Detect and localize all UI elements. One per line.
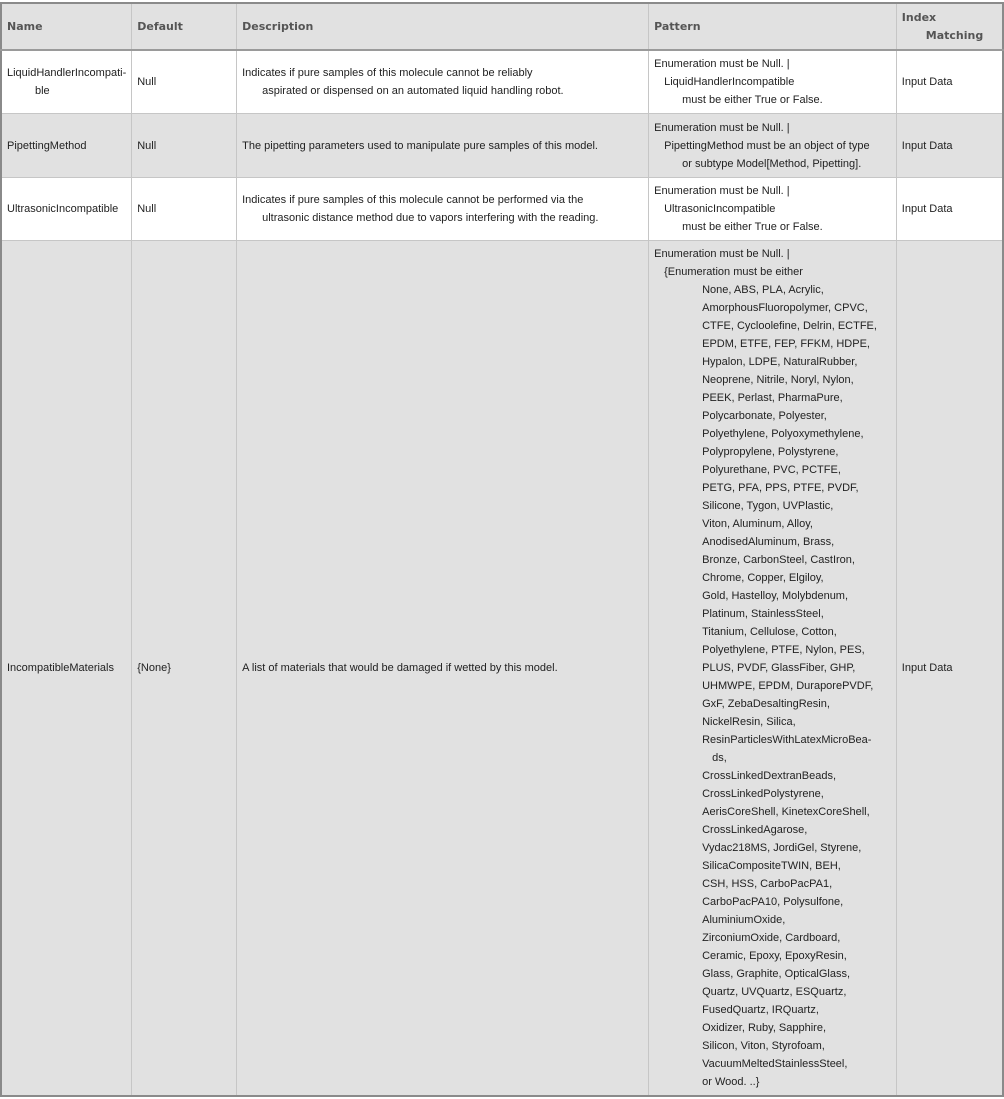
material-line: FusedQuartz, IRQuartz, <box>702 1004 819 1016</box>
material-line: Chrome, Copper, Elgiloy, <box>702 572 824 584</box>
table-row <box>1 241 1003 1097</box>
cell-default: Null <box>132 50 237 114</box>
material-line: Vydac218MS, JordiGel, Styrene, <box>702 842 862 854</box>
material-line: Polyethylene, Polyoxymethylene, <box>702 428 864 440</box>
cell-name: IncompatibleMaterials <box>1 241 132 1097</box>
pattern-line2: {Enumeration must be either <box>664 266 803 278</box>
cell-name: UltrasonicIncompatible <box>1 178 132 241</box>
material-line: Polyethylene, PTFE, Nylon, PES, <box>702 644 865 656</box>
material-line: AerisCoreShell, KinetexCoreShell, <box>702 806 870 818</box>
name-line1: LiquidHandlerIncompati- <box>7 67 127 79</box>
material-line: SilicaCompositeTWIN, BEH, <box>702 860 841 872</box>
pattern-line2: PipettingMethod must be an object of type <box>664 139 870 152</box>
pattern-line1: Enumeration must be Null. | <box>654 185 790 197</box>
material-line: PETG, PFA, PPS, PTFE, PVDF, <box>702 482 859 494</box>
pattern-line2: LiquidHandlerIncompatible <box>664 76 795 88</box>
material-line: Hypalon, LDPE, NaturalRubber, <box>702 356 858 368</box>
materials-list <box>654 281 891 1091</box>
material-line: Oxidizer, Ruby, Sapphire, <box>702 1022 827 1034</box>
pattern-line3: must be either True or False. <box>682 221 823 233</box>
pattern-line3: or subtype Model[Method, Pipetting]. <box>682 157 862 170</box>
cell-default: Null <box>132 114 237 178</box>
header-pattern: Pattern <box>649 3 897 50</box>
header-description: Description <box>237 3 649 50</box>
cell-description <box>237 178 649 241</box>
material-line: Titanium, Cellulose, Cotton, <box>702 626 837 638</box>
pattern-line2: UltrasonicIncompatible <box>664 203 776 215</box>
material-line: Polyurethane, PVC, PCTFE, <box>702 464 841 476</box>
name-line2: ble <box>35 85 50 97</box>
description-line1: Indicates if pure samples of this molecule cannot be reliably <box>242 67 533 79</box>
material-line: Neoprene, Nitrile, Noryl, Nylon, <box>702 374 854 386</box>
material-line: ZirconiumOxide, Cardboard, <box>702 932 841 944</box>
cell-description <box>237 50 649 114</box>
material-line: Viton, Aluminum, Alloy, <box>702 518 813 530</box>
cell-description: A list of materials that would be damaged if wetted by this model. <box>237 241 649 1097</box>
material-line: CSH, HSS, CarboPacPA1, <box>702 878 833 890</box>
material-line: or Wood. ..} <box>702 1076 760 1088</box>
material-line: Ceramic, Epoxy, EpoxyResin, <box>702 950 847 962</box>
material-line: CrossLinkedAgarose, <box>702 824 808 836</box>
material-line: NickelResin, Silica, <box>702 716 796 728</box>
description-line2: ultrasonic distance method due to vapors interfering with the reading. <box>262 212 599 224</box>
material-line: Polycarbonate, Polyester, <box>702 410 827 422</box>
cell-name <box>1 50 132 114</box>
cell-index-matching: Input Data <box>896 241 1003 1097</box>
cell-name: PipettingMethod <box>1 114 132 178</box>
cell-default: Null <box>132 178 237 241</box>
material-line: Polypropylene, Polystyrene, <box>702 446 839 458</box>
cell-index-matching: Input Data <box>896 114 1003 178</box>
cell-default: {None} <box>132 241 237 1097</box>
options-table <box>0 2 1004 1097</box>
material-line: ds, <box>712 752 727 764</box>
material-line: Silicone, Tygon, UVPlastic, <box>702 500 834 512</box>
header-index-matching <box>896 3 1003 50</box>
description-line2: aspirated or dispensed on an automated liquid handling robot. <box>262 85 564 97</box>
table-row <box>1 114 1003 178</box>
cell-pattern <box>649 241 897 1097</box>
material-line: Glass, Graphite, OpticalGlass, <box>702 968 851 980</box>
material-line: ResinParticlesWithLatexMicroBea- <box>702 734 872 746</box>
material-line: None, ABS, PLA, Acrylic, <box>702 284 824 296</box>
material-line: AmorphousFluoropolymer, CPVC, <box>702 302 868 314</box>
material-line: CrossLinkedDextranBeads, <box>702 770 837 782</box>
material-line: PLUS, PVDF, GlassFiber, GHP, <box>702 662 856 674</box>
material-line: CrossLinkedPolystyrene, <box>702 788 824 800</box>
description-line1: Indicates if pure samples of this molecule cannot be performed via the <box>242 194 584 206</box>
header-index-matching-line1: Index <box>901 10 937 24</box>
cell-index-matching: Input Data <box>896 178 1003 241</box>
pattern-line1: Enumeration must be Null. | <box>654 121 790 134</box>
header-default: Default <box>132 3 237 50</box>
material-line: CTFE, Cycloolefine, Delrin, ECTFE, <box>702 320 877 332</box>
pattern-line1: Enumeration must be Null. | <box>654 58 790 70</box>
table-row <box>1 178 1003 241</box>
pattern-line3: must be either True or False. <box>682 94 823 106</box>
material-line: Gold, Hastelloy, Molybdenum, <box>702 590 849 602</box>
material-line: GxF, ZebaDesaltingResin, <box>702 698 830 710</box>
header-name: Name <box>1 3 132 50</box>
material-line: UHMWPE, EPDM, DuraporePVDF, <box>702 680 874 692</box>
header-index-matching-line2: Matching <box>925 28 984 42</box>
material-line: Bronze, CarbonSteel, CastIron, <box>702 554 855 566</box>
table-row <box>1 50 1003 114</box>
material-line: Silicon, Viton, Styrofoam, <box>702 1040 825 1052</box>
material-line: VacuumMeltedStainlessSteel, <box>702 1058 848 1070</box>
cell-description: The pipetting parameters used to manipulate pure samples of this model. <box>237 114 649 178</box>
cell-pattern <box>649 50 897 114</box>
material-line: AluminiumOxide, <box>702 914 786 926</box>
pattern-line1: Enumeration must be Null. | <box>654 248 790 260</box>
header-row <box>1 3 1003 50</box>
material-line: Platinum, StainlessSteel, <box>702 608 824 620</box>
cell-pattern <box>649 114 897 178</box>
material-line: EPDM, ETFE, FEP, FFKM, HDPE, <box>702 338 870 350</box>
material-line: PEEK, Perlast, PharmaPure, <box>702 392 843 404</box>
cell-pattern <box>649 178 897 241</box>
cell-index-matching: Input Data <box>896 50 1003 114</box>
material-line: AnodisedAluminum, Brass, <box>702 536 835 548</box>
material-line: CarboPacPA10, Polysulfone, <box>702 896 844 908</box>
material-line: Quartz, UVQuartz, ESQuartz, <box>702 986 847 998</box>
